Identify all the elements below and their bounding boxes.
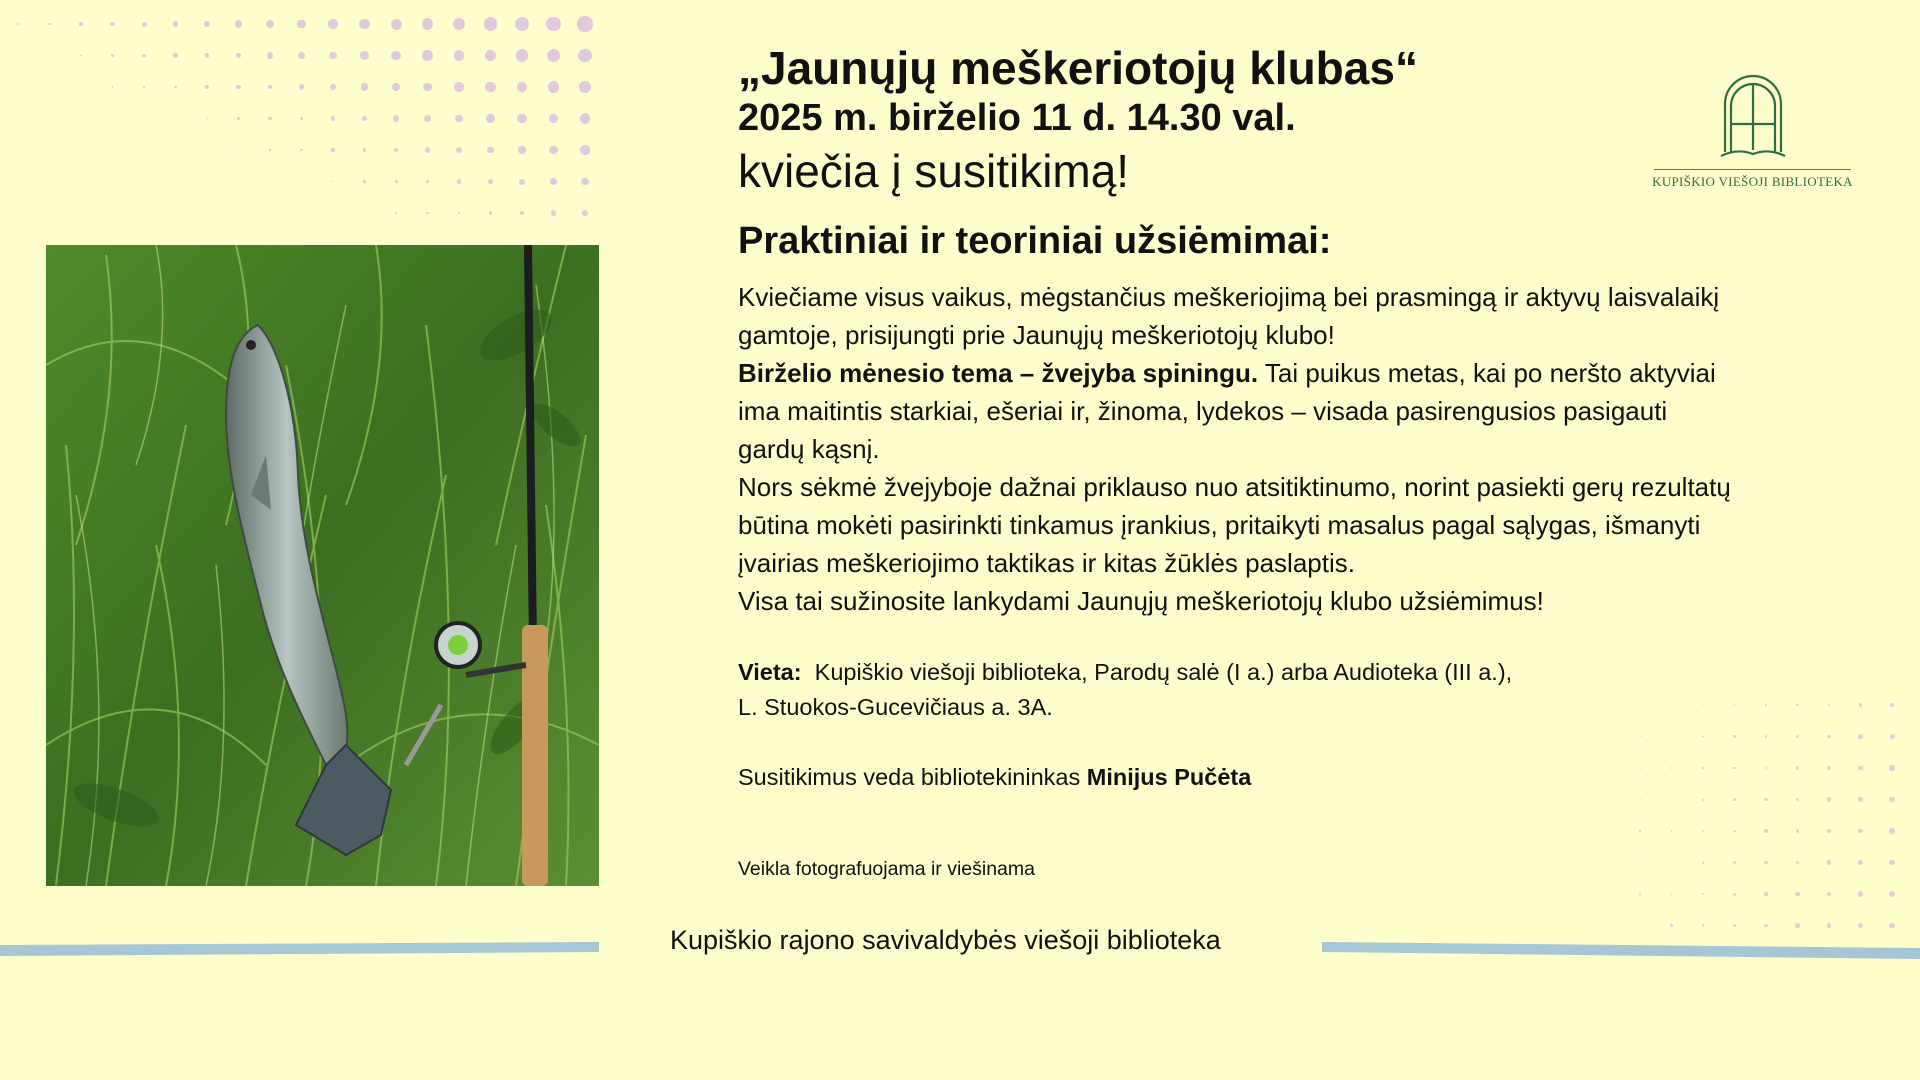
decorative-dot <box>395 212 396 213</box>
decorative-dot <box>1858 829 1863 834</box>
decorative-dot <box>391 51 400 60</box>
decorative-dot <box>458 212 461 215</box>
fish-photo <box>46 245 599 886</box>
decorative-dot <box>1827 797 1831 801</box>
decorative-dot <box>205 53 210 58</box>
decorative-dot <box>1858 860 1863 865</box>
decorative-dot <box>266 20 274 28</box>
description-paragraph: Kviečiame visus vaikus, mėgstančius meškeriojimą bei prasmingą ir aktyvų laisvalaikį gamtoje, prisijungti prie Jaunųjų meškeriotojų klubo! <box>738 282 1720 350</box>
decorative-dot <box>1795 892 1799 896</box>
decorative-dot <box>1889 765 1894 770</box>
decorative-dot <box>578 49 592 63</box>
decorative-dot <box>1671 736 1672 737</box>
decorative-dot <box>1639 862 1640 863</box>
decorative-dot <box>237 117 239 119</box>
footer-library-name: Kupiškio rajono savivaldybės viešoji biblioteka <box>670 925 1221 955</box>
decorative-dot <box>331 116 336 121</box>
decorative-dot <box>423 83 432 92</box>
decorative-dot <box>1796 861 1800 865</box>
footer-bar-right <box>1322 942 1920 959</box>
decorative-dot <box>426 212 428 214</box>
fish-on-grass-photo-icon <box>46 245 599 886</box>
decorative-dot <box>235 20 242 27</box>
decorative-dot <box>393 115 399 121</box>
decorative-dot <box>1765 704 1767 706</box>
decorative-dot <box>236 85 240 89</box>
decorative-dot <box>549 114 559 124</box>
decorative-dot <box>297 20 306 29</box>
decorative-dot <box>1702 893 1704 895</box>
decorative-dot <box>1765 767 1768 770</box>
decorative-dot <box>426 180 430 184</box>
decorative-dot <box>1671 893 1673 895</box>
decorative-dot <box>486 114 494 122</box>
decorative-dot <box>1889 828 1894 833</box>
decorative-dot <box>49 55 50 56</box>
decorative-dot <box>1764 861 1767 864</box>
decorative-dot <box>484 17 497 30</box>
decorative-dot <box>359 19 369 29</box>
decorative-dot <box>1764 924 1768 928</box>
logo-divider <box>1654 169 1851 170</box>
decorative-dot <box>1702 830 1704 832</box>
decorative-dot <box>457 179 462 184</box>
decorative-dot <box>300 117 304 121</box>
decorative-dot <box>79 22 83 26</box>
decorative-dot <box>394 148 399 153</box>
decorative-dot <box>1639 830 1640 831</box>
decorative-dot <box>80 55 82 57</box>
location-label: Vieta: <box>738 659 802 685</box>
decorative-dot <box>364 213 365 214</box>
decorative-dot <box>551 210 556 215</box>
decorative-dot <box>548 81 560 93</box>
decorative-dot <box>487 147 494 154</box>
decorative-dot <box>581 178 589 186</box>
decorative-dot <box>489 211 493 215</box>
theme-text: Tai puikus metas, kai po neršto aktyviai ima maitintis starkiai, ešeriai ir, žinoma, lydekos – visada pasirengusios pasigauti gardų kąsnį. <box>738 358 1716 464</box>
decorative-dot <box>1890 703 1894 707</box>
decorative-dot <box>1796 735 1799 738</box>
decorative-dot <box>17 23 19 25</box>
decorative-dot <box>112 86 113 87</box>
decorative-dot <box>580 145 589 154</box>
decorative-dot <box>546 17 561 32</box>
decorative-dot <box>1764 829 1767 832</box>
decorative-dot <box>1640 768 1641 769</box>
decorative-dot <box>1640 736 1641 737</box>
decorative-dot <box>143 86 145 88</box>
decorative-dot <box>1889 891 1895 897</box>
event-title: „Jaunųjų meškeriotojų klubas“ <box>738 42 1418 94</box>
decorative-dot <box>1671 799 1672 800</box>
decorative-dot <box>1734 704 1735 705</box>
decorative-dot <box>330 84 336 90</box>
decorative-dot <box>1639 893 1640 894</box>
decorative-dot <box>269 149 271 151</box>
decorative-dot <box>1703 705 1704 706</box>
decorative-dot <box>424 115 431 122</box>
decorative-dot <box>361 83 368 90</box>
decorative-dot <box>1827 923 1832 928</box>
decorative-dot <box>1639 925 1641 927</box>
decorative-dot <box>301 181 302 182</box>
decorative-dot <box>1828 704 1831 707</box>
footer-bar-left <box>0 942 599 956</box>
decorative-dot <box>236 53 242 59</box>
location-block <box>738 655 1512 725</box>
decorative-dot <box>1702 861 1704 863</box>
decorative-dot <box>1733 830 1736 833</box>
decorative-dot <box>363 180 365 182</box>
decorative-dot <box>1827 766 1831 770</box>
decorative-dot <box>1796 704 1798 706</box>
theme-bold: Birželio mėnesio tema – žvejyba spiningu. <box>738 358 1259 388</box>
decorative-dot <box>1858 923 1863 928</box>
decorative-dot <box>298 52 305 59</box>
decorative-dot <box>362 116 367 121</box>
decorative-dot <box>142 22 147 27</box>
decorative-dot <box>1733 861 1736 864</box>
description <box>738 278 1738 620</box>
decorative-dot <box>300 149 302 151</box>
decorative-dot <box>454 82 463 91</box>
decorative-dot <box>579 81 591 93</box>
decorative-dot <box>1733 924 1736 927</box>
decorative-dot <box>1889 797 1894 802</box>
decorative-dot <box>456 147 462 153</box>
decorative-dot <box>580 113 591 124</box>
library-arch-book-icon <box>1717 72 1789 158</box>
decorative-dot <box>174 86 177 89</box>
event-invite: kviečia į susitikimą! <box>738 145 1130 197</box>
decorative-dot <box>110 22 114 26</box>
event-date: 2025 m. birželio 11 d. 14.30 val. <box>738 97 1296 139</box>
decorative-dot <box>1671 767 1672 768</box>
decorative-dot <box>1733 893 1736 896</box>
section-heading: Praktiniai ir teoriniai užsiėmimai: <box>738 220 1332 262</box>
decorative-dot <box>205 85 208 88</box>
decorative-dot <box>391 19 402 30</box>
decorative-dot <box>1827 860 1832 865</box>
decorative-dot <box>1796 798 1800 802</box>
decorative-dot <box>1702 924 1705 927</box>
host-line <box>738 760 1251 795</box>
decorative-dot <box>268 117 271 120</box>
decorative-dot <box>331 148 334 151</box>
decorative-dot <box>485 50 497 62</box>
decorative-dot <box>328 19 338 29</box>
decorative-dot <box>1764 892 1768 896</box>
decorative-dot <box>329 52 337 60</box>
decorative-dot <box>516 49 528 61</box>
decorative-dot <box>1671 862 1673 864</box>
decorative-dot <box>142 54 145 57</box>
decorative-dot <box>1733 798 1736 801</box>
decorative-dot <box>582 210 588 216</box>
description-paragraph: Visa tai sužinosite lankydami Jaunųjų meškeriotojų klubo užsiėmimus! <box>738 586 1544 616</box>
header-block <box>738 40 1738 202</box>
decorative-dot <box>520 211 524 215</box>
decorative-dot <box>1796 829 1800 833</box>
decorative-dot <box>1765 735 1768 738</box>
decorative-dot <box>1889 860 1895 866</box>
decorative-dot <box>577 16 593 32</box>
decorative-dot <box>173 53 177 57</box>
decorative-dot <box>1858 766 1863 771</box>
location-line-2: L. Stuokos-Gucevičiaus a. 3A. <box>738 694 1053 720</box>
decorative-dot <box>395 180 398 183</box>
decorative-dot <box>268 85 273 90</box>
decorative-dot <box>1859 703 1862 706</box>
decorative-dot <box>453 18 466 31</box>
decorative-dot <box>1640 799 1641 800</box>
host-prefix: Susitikimus veda bibliotekininkas <box>738 764 1087 790</box>
decorative-dot <box>363 148 367 152</box>
decorative-dot <box>425 147 430 152</box>
decorative-dot <box>1795 923 1799 927</box>
decorative-dot <box>48 23 51 26</box>
decorative-dot <box>1671 830 1673 832</box>
description-paragraph <box>738 354 1738 468</box>
decorative-dot <box>392 83 400 91</box>
decorative-dot <box>267 52 273 58</box>
decorative-dot <box>455 115 463 123</box>
decorative-dot <box>488 179 493 184</box>
decorative-dot <box>175 118 176 119</box>
decorative-dot <box>454 50 465 61</box>
decorative-dot <box>1733 735 1735 737</box>
decorative-dot <box>1702 799 1704 801</box>
decorative-dot <box>1858 891 1863 896</box>
library-logo <box>1650 72 1855 190</box>
decorative-dot <box>299 84 305 90</box>
location-line-1: Kupiškio viešoji biblioteka, Parodų salė (I a.) arba Audioteka (III a.), <box>814 659 1513 685</box>
decorative-dot <box>204 21 211 28</box>
decorative-dot <box>550 178 557 185</box>
host-name: Minijus Pučėta <box>1086 764 1252 790</box>
decorative-dot <box>173 21 179 27</box>
decorative-dot <box>547 49 560 62</box>
decorative-dot <box>1858 734 1862 738</box>
decorative-dot <box>517 82 528 93</box>
decorative-dot <box>1889 923 1895 929</box>
decorative-dot <box>517 114 526 123</box>
photo-note: Veikla fotografuojama ir viešinama <box>738 858 1035 880</box>
decorative-dot <box>1827 829 1831 833</box>
decorative-dot <box>238 150 239 151</box>
description-paragraph: Nors sėkmė žvejyboje dažnai priklauso nuo atsitiktinumo, norint pasiekti gerų rezultatų būtina mokėti pasirinkti tinkamus įrankius, pritaikyti masalus pagal sąlygas, išmanyti įvairias meškeriojimo taktikas ir kitas žūklės paslaptis. <box>738 472 1731 578</box>
decorative-dot <box>1702 736 1704 738</box>
decorative-dot <box>332 181 334 183</box>
decorative-dot <box>1827 892 1832 897</box>
decorative-dot <box>519 179 525 185</box>
decorative-dot <box>206 118 208 120</box>
decorative-dot <box>1670 924 1672 926</box>
decorative-dot <box>360 51 369 60</box>
decorative-dot <box>1764 798 1767 801</box>
decorative-dot <box>422 18 434 30</box>
decorative-dot <box>1796 766 1800 770</box>
decorative-dot <box>518 146 526 154</box>
logo-text: KUPIŠKIO VIEŠOJI BIBLIOTEKA <box>1652 174 1853 189</box>
decorative-dot <box>515 17 529 31</box>
decorative-dot <box>1733 767 1735 769</box>
decorative-dot <box>1827 735 1831 739</box>
decorative-dot <box>1890 734 1895 739</box>
decorative-dot <box>1702 767 1704 769</box>
decorative-dot <box>549 146 557 154</box>
decorative-dot <box>111 54 114 57</box>
decorative-dot <box>422 50 432 60</box>
decorative-dot <box>1858 797 1863 802</box>
decorative-dot <box>485 82 495 92</box>
